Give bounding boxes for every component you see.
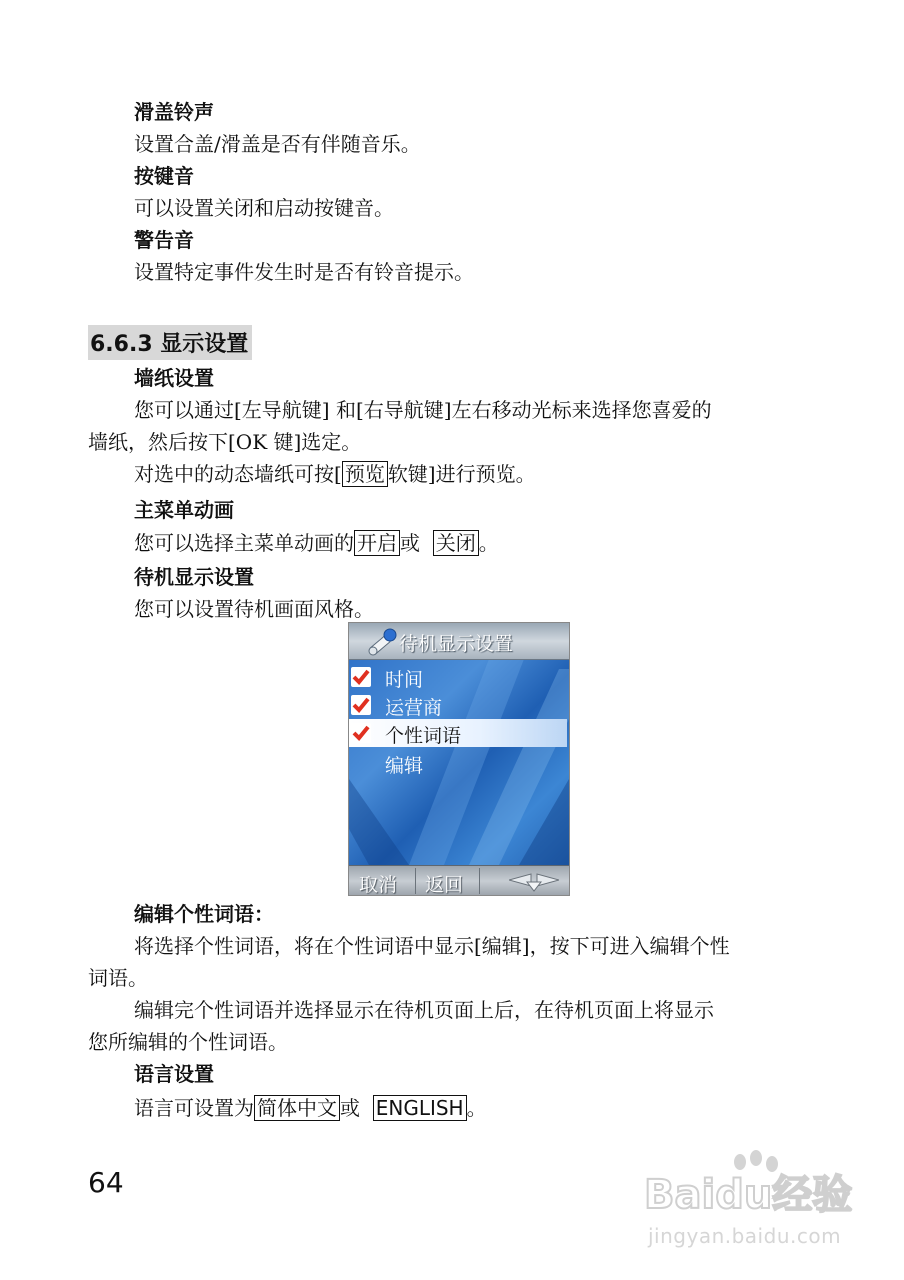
preview-post: 软键]进行预览。	[387, 462, 536, 486]
page-number: 64	[88, 1166, 124, 1199]
warning-tone-heading: 警告音	[134, 228, 194, 252]
phone-menu-item-label: 时间	[385, 669, 424, 691]
language-text	[134, 1092, 487, 1121]
softkey-divider	[415, 868, 416, 894]
preview-key-box: 预览	[342, 461, 388, 487]
standby-heading: 待机显示设置	[134, 565, 254, 589]
standby-text: 您可以设置待机画面风格。	[134, 597, 374, 621]
language-mid: 或	[340, 1096, 373, 1120]
wallpaper-heading: 墙纸设置	[134, 366, 214, 390]
language-end: 。	[466, 1096, 487, 1120]
phone-menu-item-greeting[interactable]	[349, 719, 567, 747]
menu-anim-mid: 或	[400, 531, 433, 555]
edit-greeting-p2-line2: 您所编辑的个性词语。	[88, 1030, 288, 1054]
wallpaper-preview-text	[134, 458, 536, 487]
language-pre: 语言可设置为	[134, 1096, 254, 1120]
language-english-box: ENGLISH	[373, 1095, 467, 1121]
check-icon	[351, 723, 371, 743]
phone-screen	[348, 622, 570, 896]
section-title: 6.6.3 显示设置	[88, 325, 252, 360]
phone-title-bar	[349, 623, 569, 660]
phone-softkey-bar	[349, 865, 569, 896]
phone-menu-item-label: 运营商	[385, 697, 443, 719]
baidu-watermark-logo	[640, 1150, 860, 1220]
check-icon	[351, 695, 371, 715]
phone-menu-item-operator[interactable]	[349, 691, 567, 719]
wrench-settings-icon	[365, 627, 399, 657]
wallpaper-text-line2: 墙纸，然后按下[OK 键]选定。	[88, 430, 362, 454]
menu-animation-heading: 主菜单动画	[134, 498, 234, 522]
softkey-cancel[interactable]: 取消	[359, 874, 398, 896]
watermark-url: jingyan.baidu.com	[648, 1224, 842, 1248]
language-chinese-box: 简体中文	[254, 1095, 340, 1121]
preview-pre: 对选中的动态墙纸可按[	[134, 462, 342, 486]
navigation-pad-icon	[509, 872, 559, 892]
phone-menu-item-edit[interactable]	[349, 749, 567, 777]
softkey-divider	[479, 868, 480, 894]
check-icon	[351, 667, 371, 687]
edit-greeting-p1-line2: 词语。	[88, 966, 148, 990]
wallpaper-text-line1: 您可以通过[左导航键] 和[右导航键]左右移动光标来选择您喜爱的	[134, 398, 712, 422]
edit-greeting-heading: 编辑个性词语：	[134, 902, 274, 926]
slide-ringtone-heading: 滑盖铃声	[134, 100, 214, 124]
phone-menu-item-time[interactable]	[349, 663, 567, 691]
warning-tone-text: 设置特定事件发生时是否有铃音提示。	[134, 260, 474, 284]
edit-greeting-p2-line1: 编辑完个性词语并选择显示在待机页面上后，在待机页面上将显示	[134, 998, 714, 1022]
menu-anim-off-box: 关闭	[433, 530, 479, 556]
menu-anim-on-box: 开启	[354, 530, 400, 556]
key-tone-text: 可以设置关闭和启动按键音。	[134, 196, 394, 220]
menu-anim-pre: 您可以选择主菜单动画的	[134, 531, 354, 555]
slide-ringtone-text: 设置合盖/滑盖是否有伴随音乐。	[134, 132, 421, 156]
key-tone-heading: 按键音	[134, 164, 194, 188]
edit-greeting-p1-line1: 将选择个性词语，将在个性词语中显示[编辑]，按下可进入编辑个性	[134, 934, 730, 958]
softkey-back[interactable]: 返回	[425, 874, 464, 896]
phone-menu-item-label: 个性词语	[385, 725, 462, 747]
menu-anim-end: 。	[478, 531, 499, 555]
phone-menu-item-label: 编辑	[385, 755, 424, 777]
menu-animation-text	[134, 527, 499, 556]
watermark-logo-text: Baidu经验	[644, 1172, 853, 1218]
phone-title: 待机显示设置	[399, 633, 514, 655]
language-heading: 语言设置	[134, 1062, 214, 1086]
